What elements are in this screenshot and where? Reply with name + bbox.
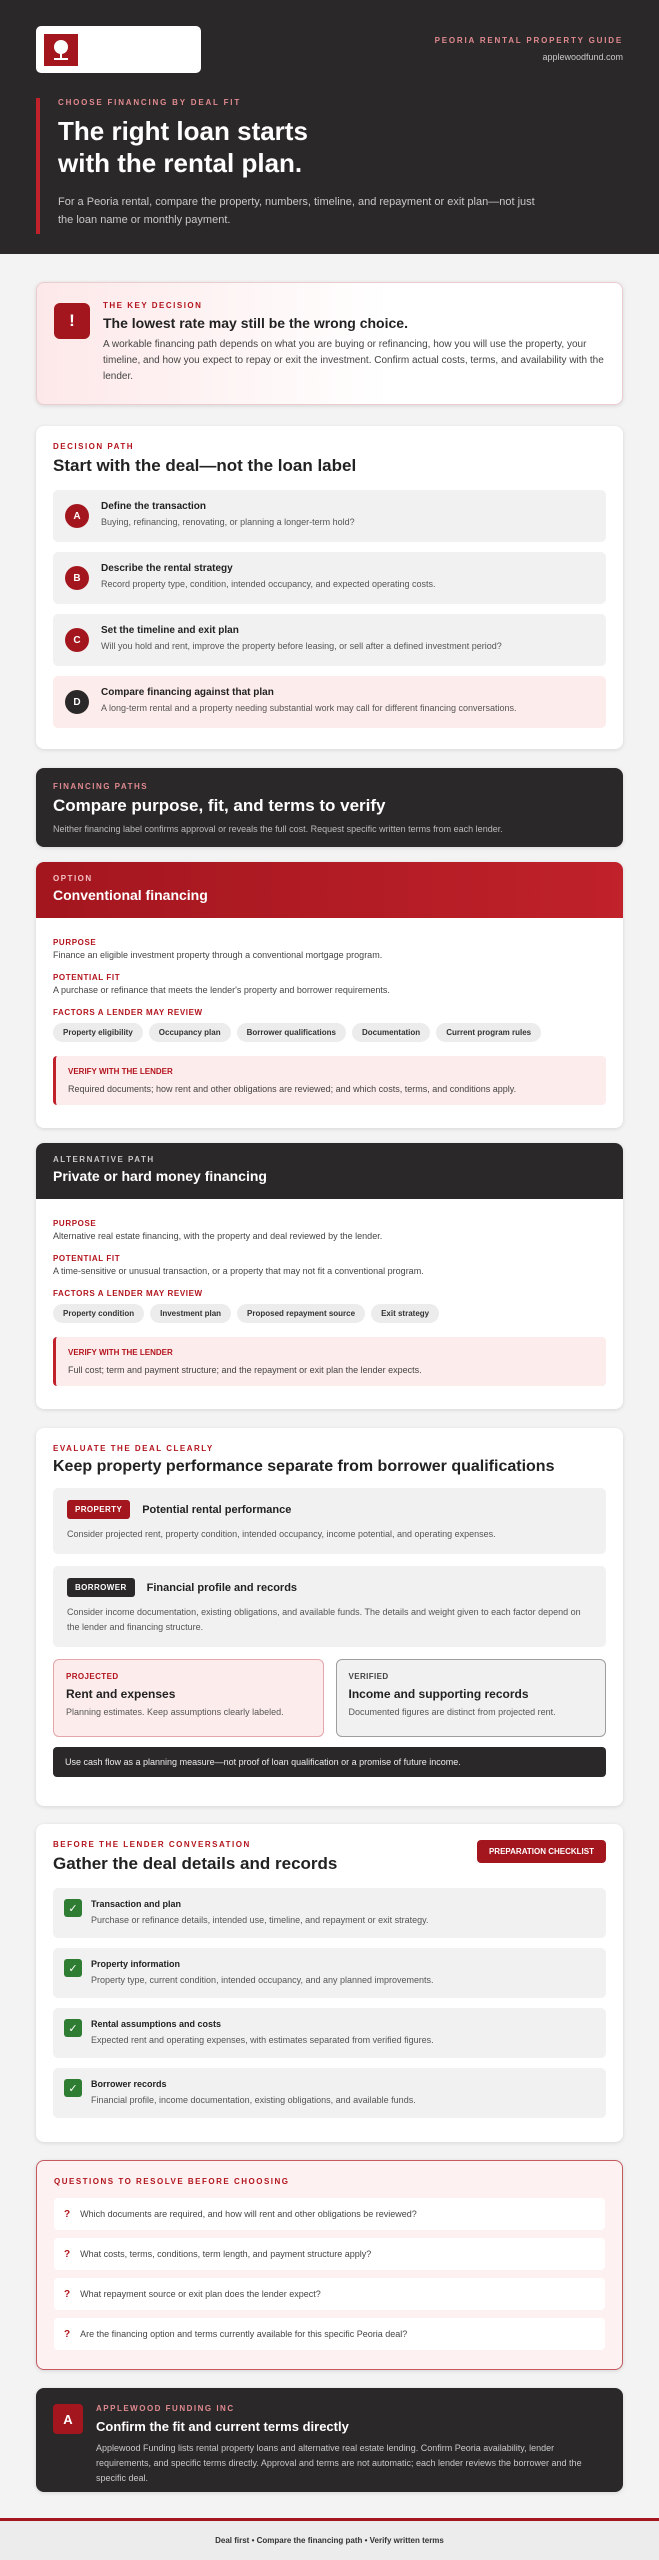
factor-chip: Property eligibility [53, 1023, 143, 1042]
factor-chip: Exit strategy [371, 1304, 439, 1323]
private-eyebrow: ALTERNATIVE PATH [53, 1155, 155, 1164]
guide-label: PEORIA RENTAL PROPERTY GUIDE [434, 36, 623, 45]
step-list [53, 490, 606, 728]
question-item [54, 2238, 605, 2270]
conventional-card [36, 862, 623, 1128]
step-letter: A [65, 504, 89, 528]
checklist-eyebrow: BEFORE THE LENDER CONVERSATION [53, 1840, 251, 1849]
compare-columns [53, 1659, 606, 1737]
checklist-card [36, 1824, 623, 2142]
checkmark-icon: ✓ [64, 2019, 82, 2037]
key-eyebrow: THE KEY DECISION [103, 301, 203, 310]
checklist-item-title: Property information [91, 1959, 181, 1969]
question-mark-icon: ? [64, 2288, 71, 2300]
key-title: The lowest rate may still be the wrong choice. [103, 315, 408, 331]
step-desc: Record property type, condition, intended occupancy, and expected operating costs. [101, 579, 436, 589]
verified-label: VERIFIED [348, 1672, 389, 1681]
property-title: Potential rental performance [142, 1503, 292, 1516]
step-letter: B [65, 566, 89, 590]
question-item [54, 2278, 605, 2310]
property-text: Consider projected rent, property condition, intended occupancy, income potential, and operating expenses. [67, 1529, 496, 1539]
question-mark-icon: ? [64, 2248, 71, 2260]
paths-title: Compare purpose, fit, and terms to verify [53, 796, 386, 815]
decision-path-card [36, 426, 623, 749]
step-desc: Will you hold and rent, improve the property before leasing, or sell after a defined investment period? [101, 641, 502, 651]
checklist-item[interactable] [53, 2068, 606, 2118]
paths-subtitle: Neither financing label confirms approval or reveals the full cost. Request specific written terms from each lender. [53, 824, 503, 834]
factor-chip: Proposed repayment source [237, 1304, 365, 1323]
question-mark-icon: ? [64, 2328, 71, 2340]
logo[interactable] [36, 26, 201, 73]
conventional-header [36, 862, 623, 918]
question-text: What repayment source or exit plan does the lender expect? [80, 2289, 321, 2299]
contact-title: Confirm the fit and current terms directly [96, 2419, 349, 2434]
preparation-checklist-button[interactable]: PREPARATION CHECKLIST [477, 1840, 606, 1863]
question-mark-icon: ? [64, 2208, 71, 2220]
projected-text: Planning estimates. Keep assumptions clearly labeled. [66, 1707, 284, 1717]
verified-box [336, 1659, 607, 1737]
factor-chip: Investment plan [150, 1304, 231, 1323]
step-desc: A long-term rental and a property needing substantial work may call for different financing conversations. [101, 703, 517, 713]
private-title: Private or hard money financing [53, 1168, 267, 1184]
page-header [0, 0, 659, 254]
checklist-items [53, 1888, 606, 2118]
checkmark-icon: ✓ [64, 1899, 82, 1917]
key-decision-card [36, 282, 623, 405]
verified-title: Income and supporting records [348, 1687, 529, 1701]
evaluate-eyebrow: EVALUATE THE DEAL CLEARLY [53, 1444, 214, 1453]
factor-chip: Current program rules [436, 1023, 541, 1042]
verify-label: VERIFY WITH THE LENDER [68, 1348, 173, 1357]
questions-eyebrow: QUESTIONS TO RESOLVE BEFORE CHOOSING [54, 2177, 290, 2186]
projected-title: Rent and expenses [66, 1687, 176, 1701]
step-title: Compare financing against that plan [101, 687, 274, 698]
path-title: Start with the deal—not the loan label [53, 456, 357, 475]
checklist-title: Gather the deal details and records [53, 1854, 338, 1873]
projected-label: PROJECTED [66, 1672, 119, 1681]
borrower-tag: BORROWER [67, 1578, 135, 1597]
evaluate-title: Keep property performance separate from borrower qualifications [53, 1458, 555, 1475]
checklist-item[interactable] [53, 2008, 606, 2058]
step-item [53, 552, 606, 604]
conventional-eyebrow: OPTION [53, 874, 93, 883]
step-letter: D [65, 690, 89, 714]
step-item [53, 676, 606, 728]
borrower-title: Financial profile and records [146, 1581, 298, 1594]
question-item [54, 2198, 605, 2230]
factor-chips [53, 1023, 606, 1042]
evaluate-card [36, 1428, 623, 1806]
step-title: Define the transaction [101, 501, 207, 512]
purpose-label: PURPOSE [53, 1219, 97, 1228]
header-meta [435, 36, 623, 62]
alert-icon: ! [54, 303, 90, 339]
checklist-item[interactable] [53, 1948, 606, 1998]
purpose-text: Finance an eligible investment property through a conventional mortgage program. [53, 950, 383, 960]
question-text: Which documents are required, and how will rent and other obligations be reviewed? [80, 2209, 417, 2219]
verify-box [53, 1337, 606, 1386]
verified-text: Documented figures are distinct from projected rent. [348, 1707, 556, 1717]
purpose-label: PURPOSE [53, 938, 97, 947]
questions-card [36, 2160, 623, 2370]
checklist-item-text: Property type, current condition, intended occupancy, and any planned improvements. [91, 1975, 434, 1985]
contact-eyebrow: APPLEWOOD FUNDING INC [96, 2404, 235, 2413]
question-text: What costs, terms, conditions, term length, and payment structure apply? [80, 2249, 372, 2259]
page-title: The right loan starts with the rental plan. [58, 116, 308, 178]
private-header [36, 1143, 623, 1199]
purpose-text: Alternative real estate financing, with the property and deal reviewed by the lender. [53, 1231, 383, 1241]
verify-box [53, 1056, 606, 1105]
step-letter: C [65, 628, 89, 652]
step-title: Set the timeline and exit plan [101, 625, 239, 636]
factor-chip: Borrower qualifications [237, 1023, 346, 1042]
verify-label: VERIFY WITH THE LENDER [68, 1067, 173, 1076]
contact-body: Applewood Funding lists rental property loans and alternative real estate lending. Confirm Peoria availability, lender requirements, and specific terms directly. Approval and terms are not automatic; each lender reviews the borrower and the specific deal. [96, 2443, 582, 2483]
property-box [53, 1488, 606, 1554]
factors-label: FACTORS A LENDER MAY REVIEW [53, 1008, 203, 1017]
question-text: Are the financing option and terms currently available for this specific Peoria deal? [80, 2329, 408, 2339]
private-card [36, 1143, 623, 1409]
checklist-item-text: Financial profile, income documentation, existing obligations, and available funds. [91, 2095, 416, 2105]
factor-chip: Occupancy plan [149, 1023, 231, 1042]
checklist-item-title: Borrower records [91, 2079, 167, 2089]
property-tag: PROPERTY [67, 1500, 130, 1519]
hero [36, 98, 559, 234]
verify-text: Required documents; how rent and other obligations are reviewed; and which costs, terms, and conditions apply. [68, 1084, 517, 1094]
question-list [54, 2198, 605, 2350]
checklist-item-title: Transaction and plan [91, 1899, 182, 1909]
step-item [53, 614, 606, 666]
site-link[interactable]: applewoodfund.com [542, 52, 623, 62]
checklist-item[interactable] [53, 1888, 606, 1938]
step-item [53, 490, 606, 542]
question-item [54, 2318, 605, 2350]
conventional-title: Conventional financing [53, 887, 208, 903]
step-desc: Buying, refinancing, renovating, or planning a longer-term hold? [101, 517, 355, 527]
borrower-text: Consider income documentation, existing obligations, and available funds. The details and weight given to each factor depend on the lender and financing structure. [67, 1607, 581, 1632]
factors-label: FACTORS A LENDER MAY REVIEW [53, 1289, 203, 1298]
checkmark-icon: ✓ [64, 1959, 82, 1977]
page-footer: Deal first • Compare the financing path • Verify written terms [0, 2518, 659, 2560]
key-body: A workable financing path depends on what you are buying or refinancing, how you will use the property, your timeline, and how you expect to repay or exit the investment. Confirm actual costs, terms, and availability with the lender. [103, 339, 604, 382]
fit-label: POTENTIAL FIT [53, 973, 121, 982]
fit-text: A purchase or refinance that meets the lender's property and borrower requirements. [53, 985, 390, 995]
factor-chip: Property condition [53, 1304, 144, 1323]
fit-label: POTENTIAL FIT [53, 1254, 121, 1263]
factor-chip: Documentation [352, 1023, 430, 1042]
step-title: Describe the rental strategy [101, 563, 233, 574]
hero-kicker: CHOOSE FINANCING BY DEAL FIT [58, 98, 242, 107]
path-eyebrow: DECISION PATH [53, 442, 134, 451]
verify-text: Full cost; term and payment structure; and the repayment or exit plan the lender expects. [68, 1365, 422, 1375]
hero-subtitle: For a Peoria rental, compare the property, numbers, timeline, and repayment or exit plan—not just the loan name or monthly payment. [58, 196, 535, 226]
cash-flow-note: Use cash flow as a planning measure—not proof of loan qualification or a promise of future income. [53, 1747, 606, 1777]
projected-box [53, 1659, 324, 1737]
financing-paths-banner [36, 768, 623, 847]
checklist-item-title: Rental assumptions and costs [91, 2019, 222, 2029]
checklist-item-text: Expected rent and operating expenses, with estimates separated from verified figures. [91, 2035, 434, 2045]
tree-logo-icon [44, 34, 78, 66]
fit-text: A time-sensitive or unusual transaction, or a property that may not fit a conventional program. [53, 1266, 424, 1276]
factor-chips [53, 1304, 606, 1323]
contact-card [36, 2388, 623, 2492]
checklist-item-text: Purchase or refinance details, intended use, timeline, and repayment or exit strategy. [91, 1915, 429, 1925]
paths-eyebrow: FINANCING PATHS [53, 782, 149, 791]
brand-initial-icon: A [53, 2404, 83, 2434]
borrower-box [53, 1566, 606, 1647]
checkmark-icon: ✓ [64, 2079, 82, 2097]
